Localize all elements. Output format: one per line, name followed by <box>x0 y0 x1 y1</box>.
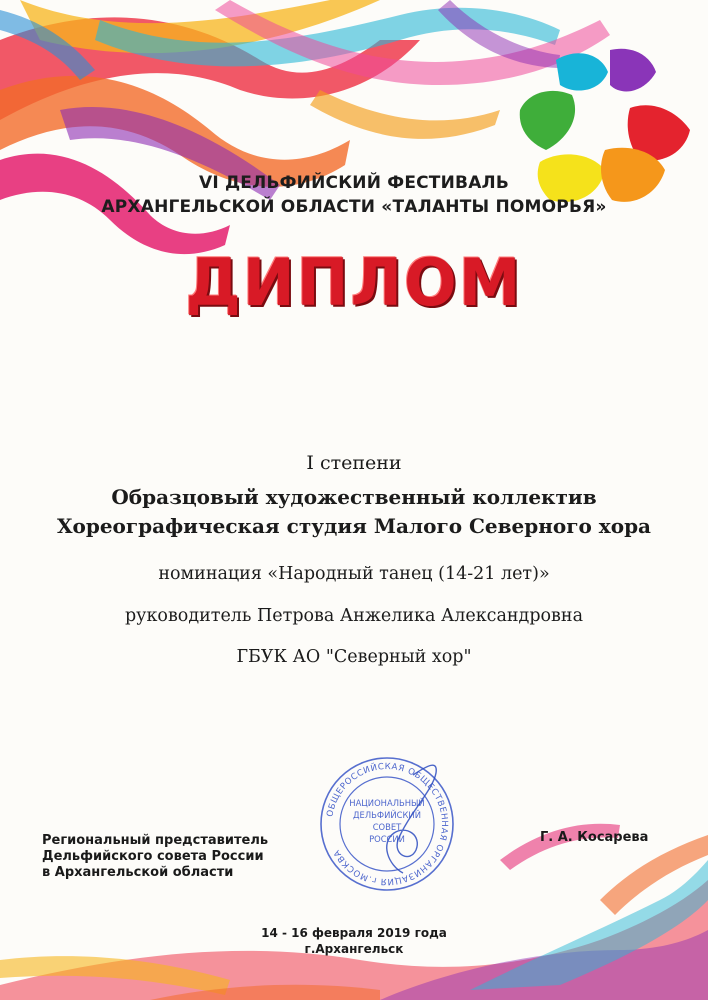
stamp-center-line4: РОССИИ <box>369 834 405 844</box>
festival-title-line1: VI ДЕЛЬФИЙСКИЙ ФЕСТИВАЛЬ <box>198 173 510 193</box>
representative-line3: в Архангельской области <box>42 865 234 880</box>
event-dates: 14 - 16 февраля 2019 года <box>261 926 447 940</box>
stamp-center-line3: СОВЕТ <box>372 822 402 832</box>
representative-line1: Региональный представитель <box>42 833 269 848</box>
official-stamp <box>318 755 456 893</box>
nomination: номинация «Народный танец (14-21 лет)» <box>158 564 550 584</box>
festival-title-line2: АРХАНГЕЛЬСКОЙ ОБЛАСТИ «ТАЛАНТЫ ПОМОРЬЯ» <box>101 197 607 217</box>
leader: руководитель Петрова Анжелика Александровна <box>124 606 584 626</box>
diploma-title: ДИПЛОМ <box>185 244 523 321</box>
collective-line1: Образцовый художественный коллектив <box>111 485 597 509</box>
degree: I степени <box>306 452 402 474</box>
stamp-center-line2: ДЕЛЬФИЙСКИЙ <box>353 810 421 820</box>
event-city: г.Архангельск <box>304 942 404 956</box>
collective-line2: Хореографическая студия Малого Северного хора <box>56 514 652 538</box>
signatory-name: Г. А. Косарева <box>540 830 649 845</box>
representative-line2: Дельфийского совета России <box>42 849 264 864</box>
regional-representative <box>42 833 268 881</box>
stamp-center-line1: НАЦИОНАЛЬНЫЙ <box>349 798 425 808</box>
organization: ГБУК АО "Северный хор" <box>236 647 472 667</box>
stamp-ring-text: ОБЩЕРОССИЙСКАЯ ОБЩЕСТВЕННАЯ ОРГАНИЗАЦИЯ г.МОСКВА <box>325 761 450 887</box>
